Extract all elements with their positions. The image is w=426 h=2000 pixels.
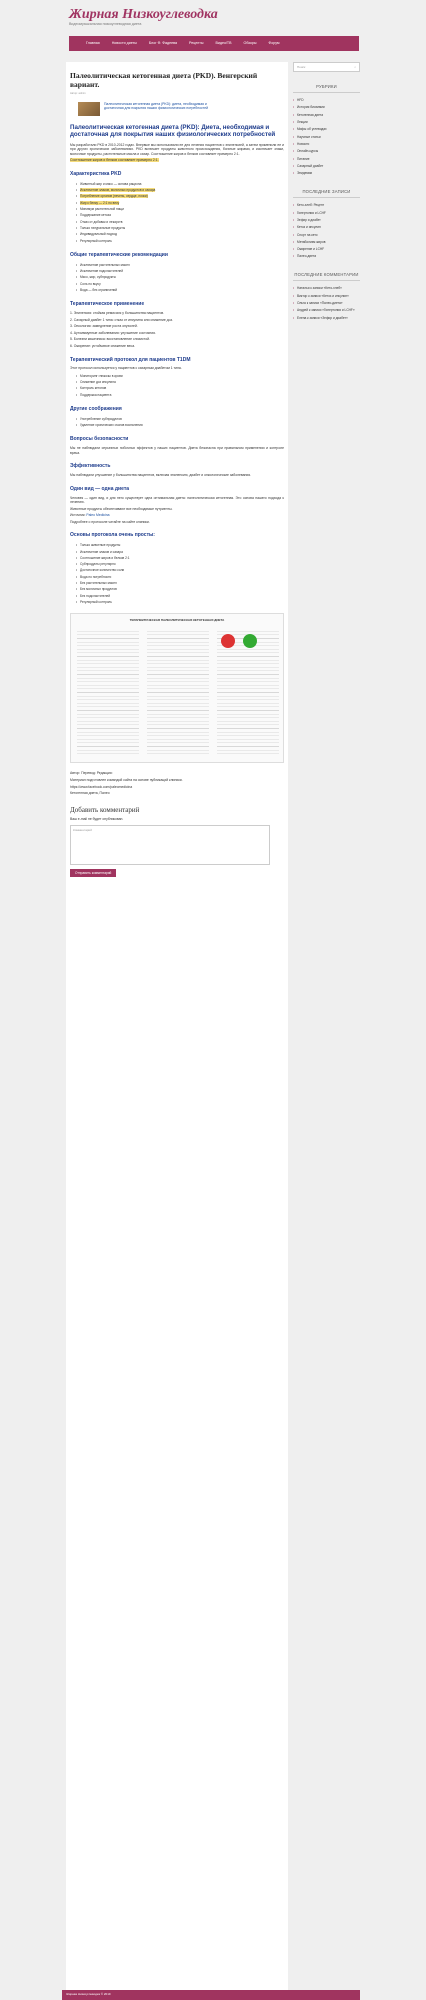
sidebar-link[interactable]: • Питание [293, 155, 360, 162]
sidebar-link[interactable]: • Эпидемии [293, 170, 360, 177]
safety-paragraph: Мы не наблюдали серьезных побочных эффектов у наших пациентов. Диета безопасна при правильном применении и контроле врача. [70, 446, 284, 455]
source-line [70, 513, 284, 518]
characteristics-list [76, 181, 284, 244]
list-item: • Мясо, жир, субпродукты [76, 274, 284, 280]
poster-column-middle [147, 628, 209, 756]
sidebar-link[interactable]: • Ольга к записи «Палео-диета» [293, 300, 360, 307]
sidebar-link[interactable]: • Кетоз и инсулин [293, 224, 360, 231]
poster-column-left [77, 628, 139, 756]
site-description: Видеомузыкальная низкоуглеводная диета [69, 22, 142, 26]
nav-item-home[interactable]: Главная [86, 41, 100, 46]
sidebar-heading-comments: ПОСЛЕДНИЕ КОММЕНТАРИИ [293, 272, 360, 281]
comment-heading: Добавить комментарий [70, 805, 140, 814]
list-item: • Соотношение жиров и белков 2:1 [76, 555, 284, 561]
submit-comment-button[interactable]: Отправить комментарий [70, 869, 116, 877]
site-footer: Жирная Низкоуглеводка © 2019 [62, 1990, 360, 2000]
sidebar-link[interactable]: • Мифы об углеводах [293, 126, 360, 133]
list-item: • Употребление субпродуктов [76, 416, 284, 422]
section-heading-one-species: Один вид — одна диета [70, 485, 130, 492]
other-list [76, 416, 284, 429]
thumbnail-caption-link[interactable]: Палеолитическая кетогенная диета (PKD): диета, необходимая и достаточная для покрытия наших физиологических потребностей [104, 101, 208, 111]
list-item: • Животный жир и мясо — основа рациона [76, 181, 284, 187]
section-heading-safety: Вопросы безопасности [70, 436, 129, 443]
application-paragraph: 1. Эпилепсия: стойкая ремиссия у большинства пациентов. [70, 310, 165, 315]
search-icon[interactable]: ⌕ [354, 65, 356, 69]
sidebar-link[interactable]: • HFD [293, 97, 360, 104]
section-heading-characteristics: Характеристика PKD [70, 171, 122, 177]
section-heading-application: Терапевтическое применение [70, 301, 145, 308]
application-paragraph: 4. Аутоиммунные заболевания: улучшение состояния. [70, 330, 156, 335]
section-heading-basics: Основы протокола очень просты: [70, 532, 155, 539]
sidebar-link[interactable]: • Наталья к записи «Кето-хлеб» [293, 285, 360, 292]
sidebar-link[interactable]: • Виктор к записи «Кетоз и инсулин» [293, 292, 360, 299]
t1dm-intro: Этот протокол используется у пациентов с сахарным диабетом 1 типа. [70, 366, 182, 371]
application-paragraph: 5. Болезни кишечника: восстановление слизистой. [70, 337, 150, 342]
post-content [66, 62, 288, 1992]
source-paragraph: Подробнее о протоколе читайте на сайте клиники. [70, 519, 150, 524]
list-item: • Субпродукты регулярно [76, 561, 284, 567]
sidebar-link[interactable]: • Ожирение и LCHF [293, 246, 360, 253]
post-meta: Автор: admin [70, 92, 86, 96]
list-item: • Исключение подсластителей [76, 268, 284, 274]
list-item: • Поддержание кетоза [76, 212, 284, 218]
one-species-paragraph: Животные продукты обеспечивают все необходимые нутриенты. [70, 506, 173, 511]
sidebar-link[interactable]: • Научные статьи [293, 133, 360, 140]
list-item: • Без растительных масел [76, 580, 284, 586]
general-list [76, 262, 284, 294]
source-link[interactable]: Paleo Medicina [86, 513, 110, 518]
sidebar-link[interactable]: • Онлайн-курсы [293, 148, 360, 155]
application-paragraph: 3. Онкология: замедление роста опухолей. [70, 324, 138, 329]
highlighted-text: Соотношение жиров и белков составляет примерно 2:1. [70, 158, 159, 163]
sidebar-link[interactable]: • Спорт на кето [293, 231, 360, 238]
t1dm-list [76, 373, 284, 398]
list-item: • Удаление хронических очагов воспаления [76, 422, 284, 428]
section-heading-other: Другие соображения [70, 406, 122, 413]
list-item: • Без подсластителей [76, 593, 284, 599]
recent-comments-list [293, 285, 360, 322]
list-item: • Мониторинг глюкозы в крови [76, 373, 284, 379]
sidebar-link[interactable]: • Метаболизм жиров [293, 238, 360, 245]
recent-posts-list [293, 202, 360, 261]
list-item: • Только натуральные продукты [76, 225, 284, 231]
section-heading-effectiveness: Эффективность [70, 463, 111, 470]
list-item: • Индивидуальный подход [76, 231, 284, 237]
highlighted-text: Исключение злаков, молочных продуктов и сахара [80, 188, 156, 193]
source-label: Источник: [70, 513, 86, 518]
nav-item-forum[interactable]: Форум [268, 41, 280, 46]
list-item: • Достаточное количество соли [76, 567, 284, 573]
credits-line: Автор: Перевод: Редакция: [70, 771, 113, 776]
post-tags: Кетогенная диета, Палео [70, 791, 110, 796]
application-paragraph: 6. Ожирение: устойчивое снижение веса. [70, 343, 136, 348]
list-item: • Минимум растительной пищи [76, 206, 284, 212]
search-input[interactable] [293, 62, 360, 72]
site-title[interactable]: Жирная Низкоуглеводка [69, 7, 218, 22]
effectiveness-paragraph: Мы наблюдали улучшение у большинства пациентов, включая эпилепсию, диабет и онкологические заболевания. [70, 473, 252, 478]
section-heading-main: Палеолитическая кетогенная диета (PKD): Диета, необходимая и достаточная для покрытия наших физиологических потребностей [70, 123, 276, 139]
sidebar-link[interactable]: • Зефир и диабет [293, 216, 360, 223]
sidebar-link[interactable]: • Андрей к записи «Гипертония и LCHF» [293, 307, 360, 314]
sidebar-link[interactable]: • Сахарный диабет [293, 162, 360, 169]
post-title: Палеолитическая кетогенная диета (PKD). Венгерский вариант. [70, 71, 258, 89]
sidebar-link[interactable]: • Елена к записи «Зефир и диабет» [293, 314, 360, 321]
sidebar-link[interactable]: • Гипертония и LCHF [293, 209, 360, 216]
nav-item-reviews[interactable]: Обзоры [243, 41, 257, 46]
list-item: • Только животные продукты [76, 542, 284, 548]
list-item: • Контроль кетонов [76, 385, 284, 391]
sidebar-link[interactable]: • Кетогенная диета [293, 111, 360, 118]
list-item: • Снижение доз инсулина [76, 379, 284, 385]
list-item: • Отказ от добавок и лекарств [76, 219, 284, 225]
list-item: • Вода по потребности [76, 574, 284, 580]
intro-highlight [70, 158, 284, 163]
sidebar-link[interactable]: • Кето-хлеб: Рецепт [293, 202, 360, 209]
sidebar-heading-recent: ПОСЛЕДНИЕ ЗАПИСИ [293, 189, 360, 198]
main-nav [69, 36, 359, 51]
sidebar [293, 62, 360, 322]
list-item: • Поддержка пациента [76, 392, 284, 398]
rubrics-list [293, 97, 360, 177]
sidebar-link[interactable]: • Лекции [293, 119, 360, 126]
list-item: • Без молочных продуктов [76, 586, 284, 592]
post-thumbnail-image[interactable] [78, 102, 100, 116]
external-link[interactable]: https://www.facebook.com/paleomedicina [70, 784, 133, 789]
intro-paragraph: Мы разработали PKD в 2010-2012 годах. Впервые мы использовали ее для лечения пациентов с эпилепсией, а затем применили ее и при других хронических заболеваниях. PKD включает продукты животного происхождения, богатые жирами, и исключает злаки, молочные продукты, растительные масла и сахар. Соотношение жиров и белков составляет примерно 2:1. [70, 142, 284, 156]
nav-item-blog[interactable]: Блог Ф. Фадеева [148, 41, 177, 46]
list-item: • Исключение злаков и сахара [76, 549, 284, 555]
section-heading-general: Общие терапевтические рекомендации [70, 251, 168, 258]
nav-item-recipes[interactable]: Рецепты [189, 41, 204, 46]
sidebar-link[interactable]: • Палео-диета [293, 253, 360, 260]
list-item: • Вода — без ограничений [76, 287, 284, 293]
comment-textarea[interactable]: Комментарий [70, 825, 270, 865]
sidebar-link[interactable]: • Новости [293, 141, 360, 148]
nav-item-video[interactable]: Видео/ТВ [215, 41, 232, 46]
sidebar-heading-rubrics: РУБРИКИ [293, 84, 360, 93]
section-heading-t1dm: Терапевтический протокол для пациентов T1DM [70, 356, 191, 363]
list-item: • Регулярный контроль [76, 599, 284, 605]
list-item: • Соль по вкусу [76, 281, 284, 287]
list-item: • Регулярный контроль [76, 238, 284, 244]
comment-note: Ваш e-mail не будет опубликован. [70, 817, 124, 822]
list-item: • Исключение растительных масел [76, 262, 284, 268]
search-placeholder: Поиск [297, 65, 306, 69]
infographic-poster[interactable] [70, 613, 284, 763]
poster-title: ТЕРАПЕВТИЧЕСКАЯ ПАЛЕОЛИТИЧЕСКАЯ КЕТОГЕННАЯ ДИЕТА [129, 618, 225, 623]
post-thumbnail-row [78, 102, 284, 116]
credits-paragraph: Материал подготовлен командой сайта на основе публикаций клиники. [70, 777, 183, 782]
highlighted-text: Потребление органов (печень, сердце, почки) [80, 194, 148, 199]
sidebar-link[interactable]: • История биохимии [293, 104, 360, 111]
basics-list [76, 542, 284, 605]
nav-item-news[interactable]: Новости диеты [111, 41, 137, 46]
application-paragraph: 2. Сахарный диабет 1 типа: отказ от инсулина или снижение доз. [70, 317, 173, 322]
one-species-paragraph: Человек — один вид, и для него существует одна оптимальная диета: палеолитическая кетогенная. Это основа нашего подхода к лечению. [70, 495, 284, 505]
highlighted-text: Жир к белку — 2:1 по весу [80, 200, 120, 205]
